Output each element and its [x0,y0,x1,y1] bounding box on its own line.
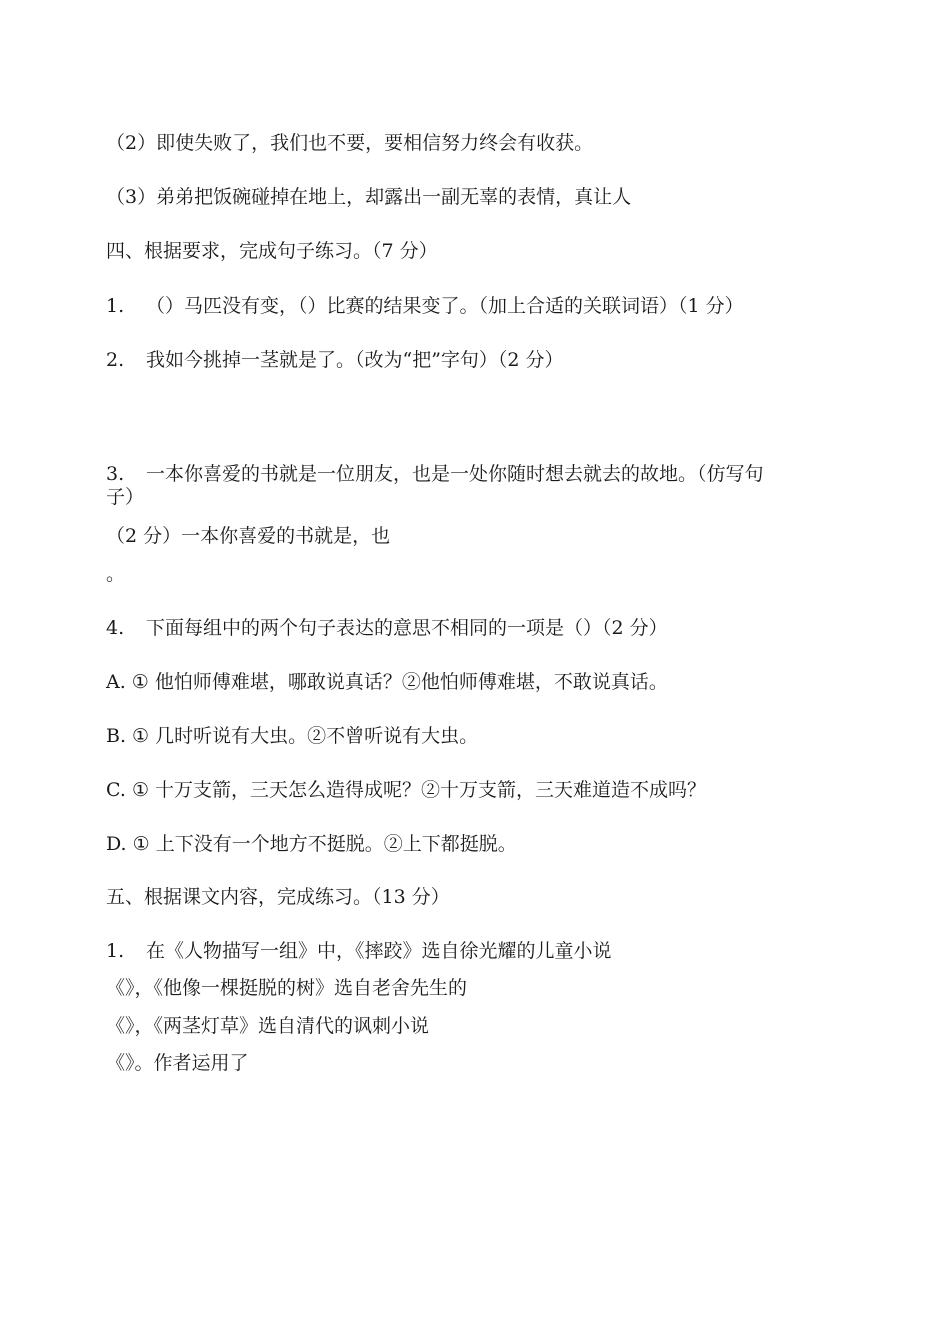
section-4-title: 四、根据要求，完成句子练习。（7 分） [106,240,438,262]
question-4-3-prompt: （2 分）一本你喜爱的书就是，也 [106,525,391,547]
question-4-4 [106,617,826,639]
option-a: A. ① 他怕师傅难堪，哪敢说真话？②他怕师傅难堪，不敢说真话。 [106,671,668,693]
option-c: C. ① 十万支箭，三天怎么造得成呢？②十万支箭，三天难道造不成吗？ [106,779,707,801]
question-5-1-line-3: 《》，《两茎灯草》选自清代的讽刺小说 [106,1015,430,1037]
question-3-2: （2）即使失败了，我们也不要，要相信努力终会有收获。 [106,132,594,154]
question-text: （）马匹没有变，（）比赛的结果变了。（加上合适的关联词语）（1 分） [146,295,744,317]
question-number: 4. [106,617,125,639]
question-text: 在《人物描写一组》中，《摔跤》选自徐光耀的儿童小说 [146,940,612,962]
question-text: 一本你喜爱的书就是一位朋友，也是一处你随时想去就去的故地。（仿写句 [146,463,764,485]
option-b: B. ① 几时听说有大虫。②不曾听说有大虫。 [106,725,479,747]
question-3-3: （3）弟弟把饭碗碰掉在地上，却露出一副无辜的表情，真让人 [106,186,632,208]
question-5-1-line-2: 《》，《他像一棵挺脱的树》选自老舍先生的 [106,977,468,999]
question-5-1 [106,940,826,962]
question-text: 下面每组中的两个句子表达的意思不相同的一项是（）（2 分） [146,617,668,639]
question-text: 我如今挑掉一茎就是了。（改为“把”字句）（2 分） [146,349,564,371]
question-number: 1. [106,295,125,317]
question-4-3-end: 。 [106,563,126,585]
question-4-3 [106,463,826,485]
question-number: 3. [106,463,125,485]
question-4-2 [106,349,826,371]
question-number: 2. [106,349,125,371]
question-4-3-wrap: 子） [106,486,145,508]
question-4-1 [106,295,826,317]
option-d: D. ① 上下没有一个地方不挺脱。②上下都挺脱。 [106,833,517,855]
question-5-1-line-4: 《》。作者运用了 [106,1052,249,1074]
question-number: 1. [106,940,125,962]
section-5-title: 五、根据课文内容，完成练习。（13 分） [106,886,450,908]
